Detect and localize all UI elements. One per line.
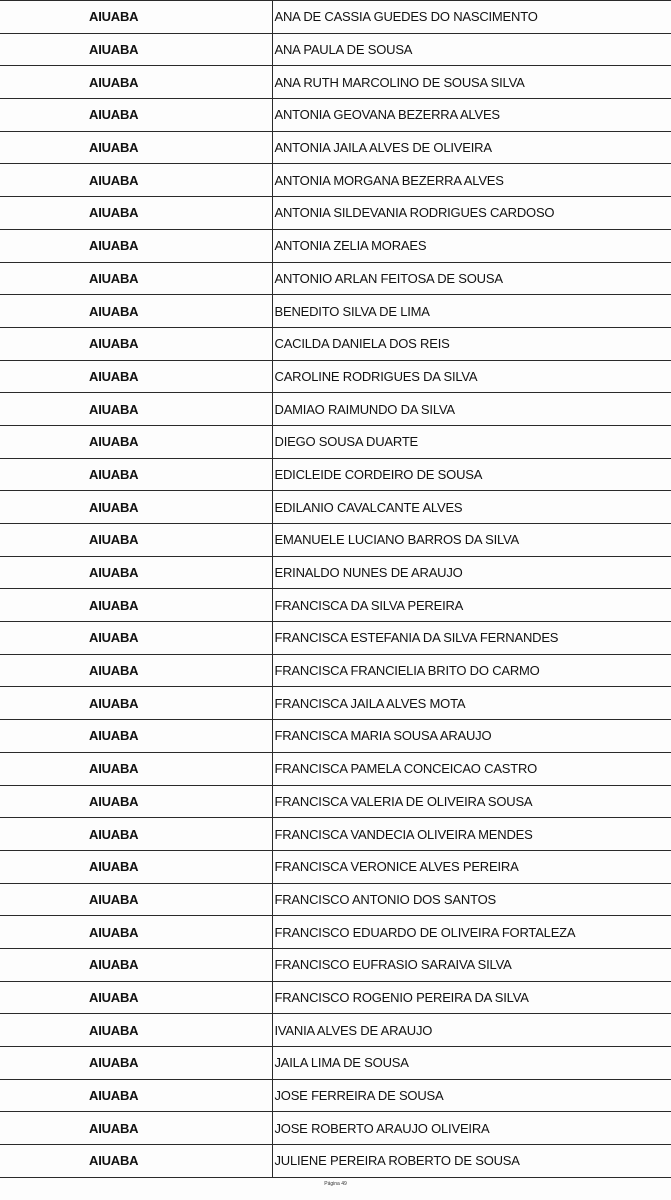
table-row [0, 33, 671, 66]
name-cell: ANTONIA GEOVANA BEZERRA ALVES [272, 99, 671, 132]
table-row [0, 948, 671, 981]
name-cell: EMANUELE LUCIANO BARROS DA SILVA [272, 524, 671, 557]
name-cell: JULIENE PEREIRA ROBERTO DE SOUSA [272, 1145, 671, 1178]
table-row [0, 1014, 671, 1047]
name-cell: FRANCISCA DA SILVA PEREIRA [272, 589, 671, 622]
city-cell: AIUABA [0, 1145, 272, 1178]
name-cell: BENEDITO SILVA DE LIMA [272, 295, 671, 328]
city-cell: AIUABA [0, 622, 272, 655]
table-row [0, 229, 671, 262]
city-cell: AIUABA [0, 229, 272, 262]
name-cell: ANA DE CASSIA GUEDES DO NASCIMENTO [272, 1, 671, 34]
name-cell: FRANCISCO EUFRASIO SARAIVA SILVA [272, 948, 671, 981]
name-cell: JAILA LIMA DE SOUSA [272, 1047, 671, 1080]
table-row [0, 1079, 671, 1112]
page-number: Página 49 [324, 1181, 347, 1187]
city-cell: AIUABA [0, 785, 272, 818]
city-cell: AIUABA [0, 131, 272, 164]
table-row [0, 1, 671, 34]
table-row [0, 654, 671, 687]
city-cell: AIUABA [0, 1079, 272, 1112]
table-row [0, 883, 671, 916]
name-cell: CACILDA DANIELA DOS REIS [272, 327, 671, 360]
name-cell: CAROLINE RODRIGUES DA SILVA [272, 360, 671, 393]
name-cell: FRANCISCA ESTEFANIA DA SILVA FERNANDES [272, 622, 671, 655]
city-cell: AIUABA [0, 948, 272, 981]
name-cell: ANTONIA SILDEVANIA RODRIGUES CARDOSO [272, 197, 671, 230]
name-cell: DIEGO SOUSA DUARTE [272, 425, 671, 458]
name-cell: FRANCISCA VANDECIA OLIVEIRA MENDES [272, 818, 671, 851]
name-cell: ANA RUTH MARCOLINO DE SOUSA SILVA [272, 66, 671, 99]
table-row [0, 720, 671, 753]
city-cell: AIUABA [0, 654, 272, 687]
table-row [0, 1112, 671, 1145]
city-cell: AIUABA [0, 458, 272, 491]
table-row [0, 164, 671, 197]
city-cell: AIUABA [0, 850, 272, 883]
city-cell: AIUABA [0, 491, 272, 524]
name-cell: ANTONIA ZELIA MORAES [272, 229, 671, 262]
city-cell: AIUABA [0, 589, 272, 622]
table-row [0, 752, 671, 785]
table-row [0, 131, 671, 164]
city-cell: AIUABA [0, 327, 272, 360]
name-cell: JOSE FERREIRA DE SOUSA [272, 1079, 671, 1112]
table-row [0, 981, 671, 1014]
table-row [0, 360, 671, 393]
table-row [0, 197, 671, 230]
table-row [0, 785, 671, 818]
name-cell: FRANCISCO ROGENIO PEREIRA DA SILVA [272, 981, 671, 1014]
table-row [0, 425, 671, 458]
table-row [0, 622, 671, 655]
table-row [0, 262, 671, 295]
name-cell: JOSE ROBERTO ARAUJO OLIVEIRA [272, 1112, 671, 1145]
city-cell: AIUABA [0, 916, 272, 949]
name-cell: FRANCISCA PAMELA CONCEICAO CASTRO [272, 752, 671, 785]
name-cell: ANTONIO ARLAN FEITOSA DE SOUSA [272, 262, 671, 295]
name-cell: FRANCISCA VERONICE ALVES PEREIRA [272, 850, 671, 883]
table-row [0, 327, 671, 360]
city-cell: AIUABA [0, 33, 272, 66]
name-cell: FRANCISCA MARIA SOUSA ARAUJO [272, 720, 671, 753]
city-cell: AIUABA [0, 1, 272, 34]
city-cell: AIUABA [0, 425, 272, 458]
table-row [0, 589, 671, 622]
table-row [0, 66, 671, 99]
city-cell: AIUABA [0, 981, 272, 1014]
table-row [0, 99, 671, 132]
name-cell: ANTONIA MORGANA BEZERRA ALVES [272, 164, 671, 197]
city-cell: AIUABA [0, 556, 272, 589]
table-row [0, 491, 671, 524]
name-cell: IVANIA ALVES DE ARAUJO [272, 1014, 671, 1047]
table-row [0, 556, 671, 589]
city-cell: AIUABA [0, 1112, 272, 1145]
table-row [0, 524, 671, 557]
name-cell: DAMIAO RAIMUNDO DA SILVA [272, 393, 671, 426]
table-row [0, 458, 671, 491]
name-cell: FRANCISCA JAILA ALVES MOTA [272, 687, 671, 720]
name-cell: ERINALDO NUNES DE ARAUJO [272, 556, 671, 589]
city-cell: AIUABA [0, 524, 272, 557]
name-cell: EDILANIO CAVALCANTE ALVES [272, 491, 671, 524]
city-cell: AIUABA [0, 66, 272, 99]
table-row [0, 1145, 671, 1178]
table-row [0, 295, 671, 328]
city-cell: AIUABA [0, 720, 272, 753]
city-cell: AIUABA [0, 1014, 272, 1047]
table-row [0, 1047, 671, 1080]
name-cell: ANA PAULA DE SOUSA [272, 33, 671, 66]
name-cell: ANTONIA JAILA ALVES DE OLIVEIRA [272, 131, 671, 164]
city-cell: AIUABA [0, 752, 272, 785]
roster-body [0, 1, 671, 1178]
name-cell: FRANCISCO EDUARDO DE OLIVEIRA FORTALEZA [272, 916, 671, 949]
table-row [0, 916, 671, 949]
table-row [0, 393, 671, 426]
name-cell: FRANCISCA FRANCIELIA BRITO DO CARMO [272, 654, 671, 687]
city-cell: AIUABA [0, 1047, 272, 1080]
city-cell: AIUABA [0, 360, 272, 393]
city-cell: AIUABA [0, 197, 272, 230]
city-cell: AIUABA [0, 393, 272, 426]
city-cell: AIUABA [0, 883, 272, 916]
table-row [0, 850, 671, 883]
city-cell: AIUABA [0, 99, 272, 132]
name-cell: FRANCISCA VALERIA DE OLIVEIRA SOUSA [272, 785, 671, 818]
city-cell: AIUABA [0, 164, 272, 197]
name-cell: EDICLEIDE CORDEIRO DE SOUSA [272, 458, 671, 491]
city-cell: AIUABA [0, 295, 272, 328]
table-row [0, 818, 671, 851]
city-cell: AIUABA [0, 818, 272, 851]
name-cell: FRANCISCO ANTONIO DOS SANTOS [272, 883, 671, 916]
city-cell: AIUABA [0, 262, 272, 295]
city-cell: AIUABA [0, 687, 272, 720]
table-row [0, 687, 671, 720]
